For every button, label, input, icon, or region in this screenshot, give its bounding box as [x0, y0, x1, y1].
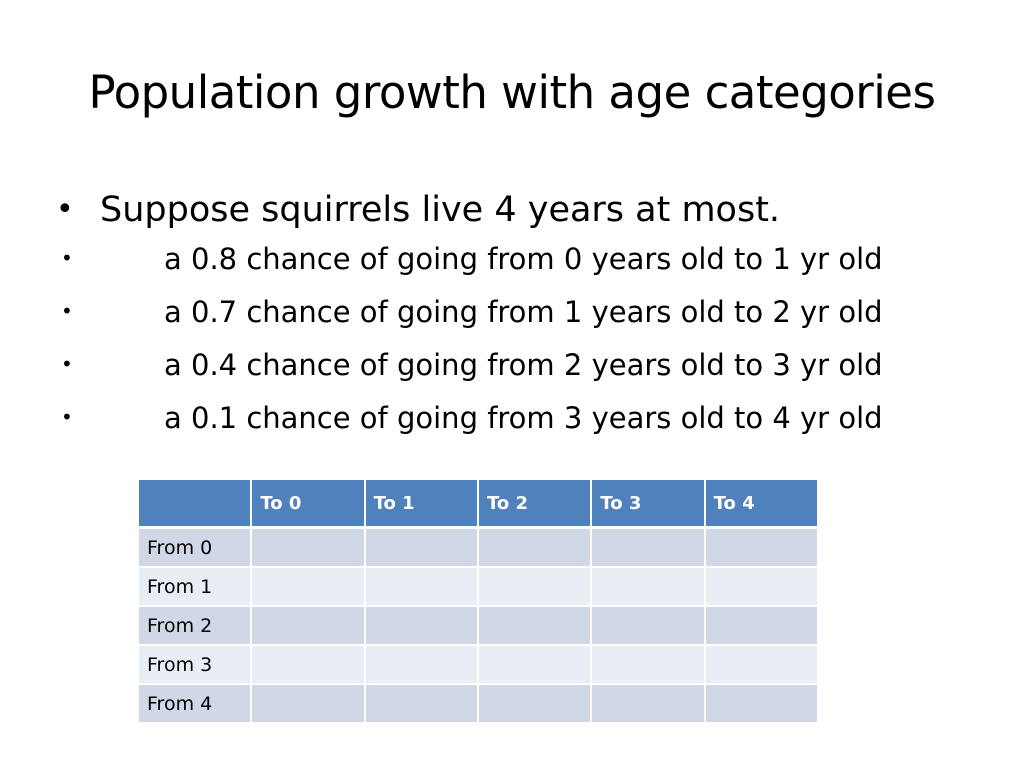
bullet-main-text: Suppose squirrels live 4 years at most. — [100, 190, 781, 230]
column-header: To 3 — [591, 479, 704, 528]
bullet-list — [56, 190, 956, 454]
bullet-marker: • — [56, 192, 74, 227]
table-cell — [705, 528, 818, 568]
table-row — [138, 567, 818, 606]
table-cell — [365, 645, 478, 684]
table-cell — [591, 528, 704, 568]
slide-title: Population growth with age categories — [88, 66, 936, 119]
row-header: From 1 — [138, 567, 251, 606]
table-cell — [478, 645, 591, 684]
table-cell — [365, 684, 478, 723]
table-row — [138, 645, 818, 684]
table-row — [138, 528, 818, 568]
table-cell — [591, 684, 704, 723]
bullet-item — [56, 348, 956, 401]
bullet-item — [56, 295, 956, 348]
table-cell — [251, 606, 364, 645]
table-cell — [251, 567, 364, 606]
bullet-marker: • — [61, 405, 73, 429]
bullet-marker: • — [61, 352, 73, 376]
table-row — [138, 684, 818, 723]
row-header: From 3 — [138, 645, 251, 684]
table-header-row — [138, 479, 818, 528]
table-cell — [478, 528, 591, 568]
column-header: To 2 — [478, 479, 591, 528]
transition-table — [137, 478, 819, 724]
bullet-marker: • — [61, 246, 73, 270]
bullet-main — [56, 190, 956, 242]
bullet-item — [56, 242, 956, 295]
table-cell — [591, 645, 704, 684]
table-cell — [478, 567, 591, 606]
table-cell — [591, 567, 704, 606]
bullet-item-text: a 0.7 chance of going from 1 years old to 2 yr old — [164, 295, 883, 329]
bullet-item — [56, 401, 956, 454]
table-corner-cell — [138, 479, 251, 528]
row-header: From 4 — [138, 684, 251, 723]
row-header: From 2 — [138, 606, 251, 645]
table-cell — [591, 606, 704, 645]
table-cell — [705, 645, 818, 684]
table-cell — [705, 567, 818, 606]
table-cell — [251, 528, 364, 568]
column-header: To 0 — [251, 479, 364, 528]
table-cell — [478, 684, 591, 723]
row-header: From 0 — [138, 528, 251, 568]
bullet-item-text: a 0.1 chance of going from 3 years old to 4 yr old — [164, 401, 883, 435]
table-row — [138, 606, 818, 645]
table-cell — [365, 567, 478, 606]
column-header: To 1 — [365, 479, 478, 528]
table-cell — [251, 645, 364, 684]
bullet-marker: • — [61, 299, 73, 323]
table-cell — [478, 606, 591, 645]
bullet-item-text: a 0.8 chance of going from 0 years old to 1 yr old — [164, 242, 883, 276]
column-header: To 4 — [705, 479, 818, 528]
bullet-item-text: a 0.4 chance of going from 2 years old to 3 yr old — [164, 348, 883, 382]
table-cell — [365, 606, 478, 645]
table-cell — [251, 684, 364, 723]
table-cell — [705, 606, 818, 645]
table-cell — [705, 684, 818, 723]
table-cell — [365, 528, 478, 568]
